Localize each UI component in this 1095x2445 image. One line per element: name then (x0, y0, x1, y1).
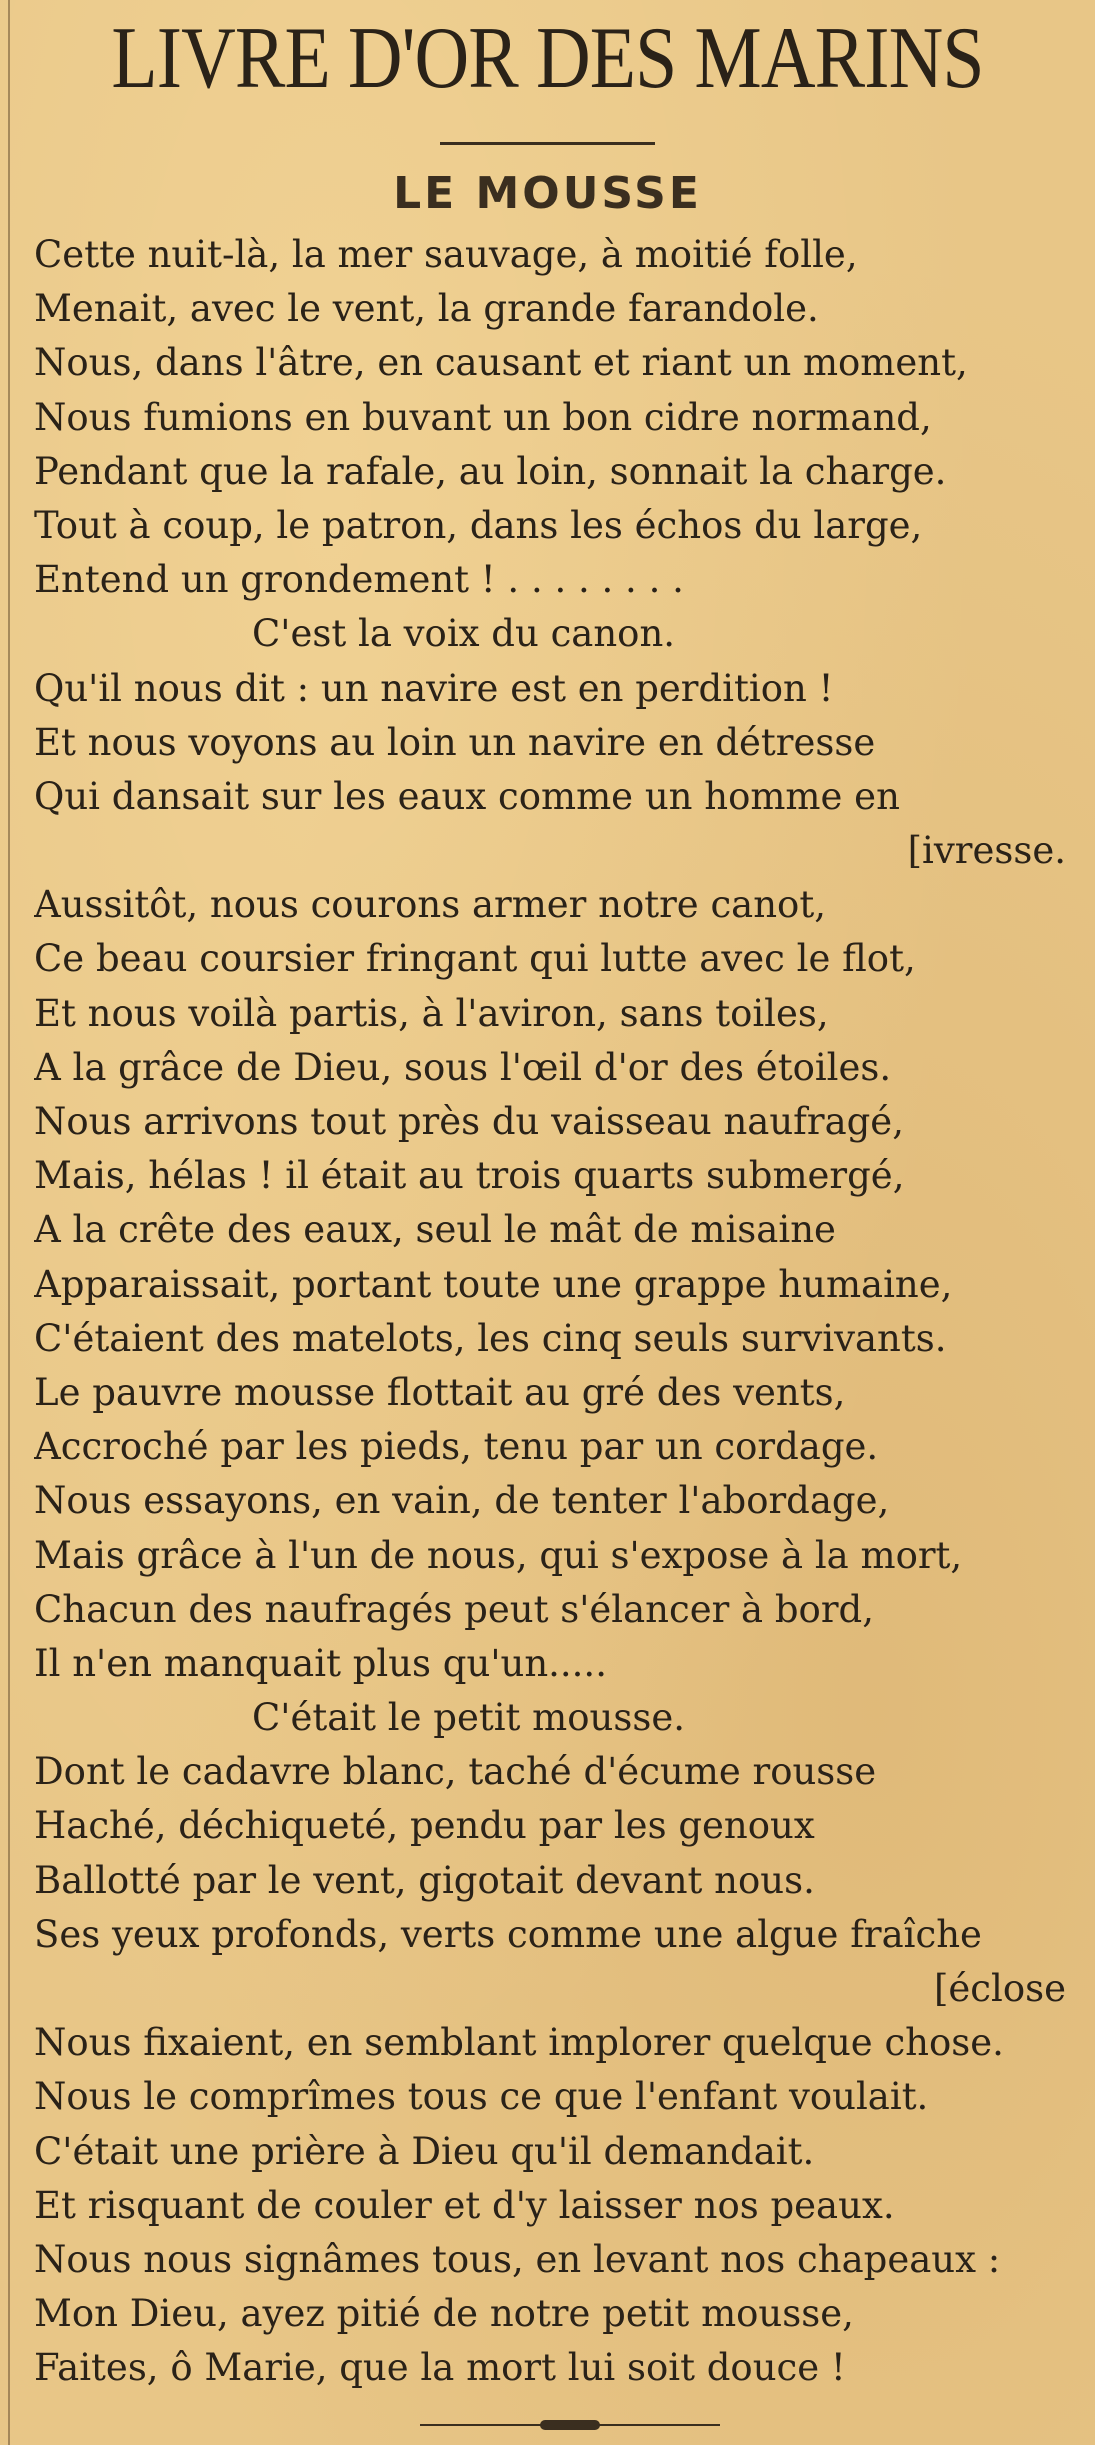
poem-line: Il n'en manquait plus qu'un..... (34, 1641, 607, 1685)
poem-line: Entend un grondement ! . . . . . . . . (34, 558, 684, 602)
poem-line: Faites, ô Marie, que la mort lui soit douce ! (34, 2346, 846, 2390)
poem-line: C'était une prière à Dieu qu'il demandait. (34, 2129, 815, 2173)
masthead: LIVRE D'OR DES MARINS (111, 10, 984, 107)
poem-line: Nous fixaient, en semblant implorer quelque chose. (34, 2021, 1004, 2065)
poem-line: Et risquant de couler et d'y laisser nos peaux. (34, 2183, 895, 2227)
ornament-knot (540, 2420, 600, 2430)
poem-line: Chacun des naufragés peut s'élancer à bord, (34, 1587, 874, 1631)
poem-line: Nous le comprîmes tous ce que l'enfant voulait. (34, 2075, 929, 2119)
poem-line: Nous fumions en buvant un bon cidre normand, (34, 395, 932, 439)
poem-line: Mon Dieu, ayez pitié de notre petit mousse, (34, 2292, 854, 2336)
poem-line: C'était le petit mousse. (252, 1696, 685, 1740)
poem-line: Haché, déchiqueté, pendu par les genoux (34, 1804, 815, 1848)
poem-line: Le pauvre mousse flottait au gré des vents, (34, 1370, 846, 1414)
poem-line: Et nous voilà partis, à l'aviron, sans toiles, (34, 991, 829, 1035)
poem-line: Ce beau coursier fringant qui lutte avec le flot, (34, 937, 916, 981)
bottom-ornament-divider (0, 2418, 1095, 2432)
poem-line: C'étaient des matelots, les cinq seuls survivants. (34, 1316, 947, 1360)
column-rule (8, 0, 10, 2445)
poem-line: Qui dansait sur les eaux comme un homme en (34, 774, 900, 818)
poem-line: Qu'il nous dit : un navire est en perdition ! (34, 666, 834, 710)
poem-line: A la grâce de Dieu, sous l'œil d'or des étoiles. (34, 1045, 892, 1089)
poem-line: Tout à coup, le patron, dans les échos du large, (34, 503, 923, 547)
poem-body (34, 228, 1066, 2396)
poem-line: Mais, hélas ! il était au trois quarts submergé, (34, 1154, 905, 1198)
poem-line: Dont le cadavre blanc, taché d'écume rousse (34, 1750, 877, 1794)
poem-line: Pendant que la rafale, au loin, sonnait la charge. (34, 449, 947, 493)
poem-line: Mais grâce à l'un de nous, qui s'expose à la mort, (34, 1533, 963, 1577)
poem-line: Accroché par les pieds, tenu par un cordage. (34, 1425, 879, 1469)
poem-line: Aussitôt, nous courons armer notre canot, (34, 883, 826, 927)
poem-line: Ses yeux profonds, verts comme une algue fraîche (34, 1912, 982, 1956)
poem-line: Et nous voyons au loin un navire en détresse (34, 720, 876, 764)
poem-line: Apparaissait, portant toute une grappe humaine, (34, 1262, 953, 1306)
poem-line: Nous essayons, en vain, de tenter l'abordage, (34, 1479, 890, 1523)
poem-line-continuation: [éclose (933, 1967, 1066, 2010)
title-divider (440, 142, 655, 145)
poem-line: C'est la voix du canon. (252, 612, 676, 656)
poem-title: LE MOUSSE (393, 168, 702, 219)
poem-line: Nous arrivons tout près du vaisseau naufragé, (34, 1100, 904, 1143)
poem-line: Cette nuit-là, la mer sauvage, à moitié folle, (34, 233, 858, 276)
poem-line: Ballotté par le vent, gigotait devant nous. (34, 1858, 815, 1902)
poem-line: Nous, dans l'âtre, en causant et riant un moment, (34, 341, 968, 385)
poem-line: Nous nous signâmes tous, en levant nos chapeaux : (34, 2237, 1001, 2281)
poem-line: A la crête des eaux, seul le mât de misaine (34, 1208, 836, 1252)
poem-line: Menait, avec le vent, la grande farandole. (34, 287, 819, 331)
poem-line-continuation: [ivresse. (907, 829, 1066, 873)
